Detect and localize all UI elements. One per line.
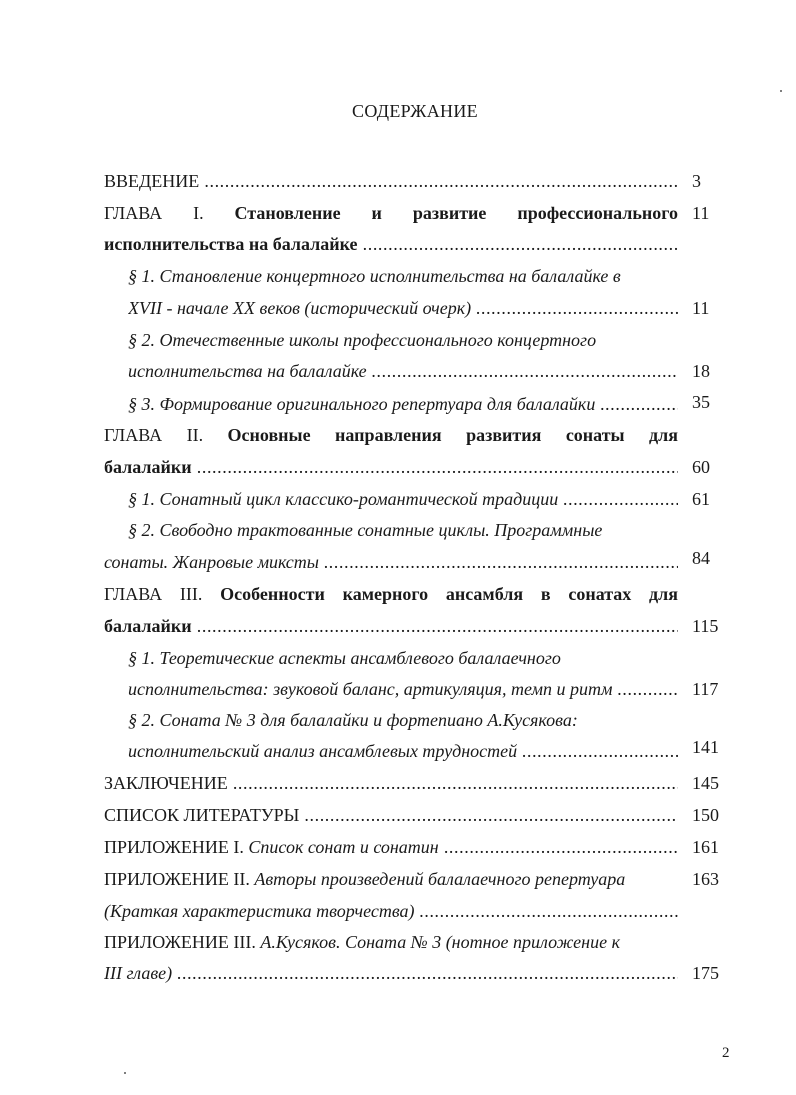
toc-section-3-2-cont [128, 738, 678, 764]
toc-section-2-1 [128, 486, 678, 512]
section-title-cont: XVII - начале XX веков (исторический очерк) [128, 298, 472, 318]
toc-entry-intro [104, 168, 678, 194]
appendix-title: Список сонат и сонатин [248, 837, 439, 857]
appendix-title: А.Кусяков. Соната № 3 (нотное приложение к [260, 932, 620, 952]
section-title-cont: сонаты. Жанровые миксты [104, 552, 319, 572]
appendix-title: Авторы произведений балалаечного репертуара [254, 869, 626, 889]
toc-page-number: 11 [692, 203, 710, 223]
toc-chapter-1-title-cont [104, 231, 678, 257]
toc-page-number: 11 [692, 298, 710, 318]
chapter-title-cont: исполнительства на балалайке [104, 234, 358, 254]
toc-section-1-1-cont [128, 295, 678, 321]
chapter-title: Основные направления развития сонаты для [227, 425, 678, 445]
toc-chapter-2-title-cont [104, 454, 678, 480]
toc-chapter-3-heading [104, 581, 678, 607]
section-title-cont: исполнительства: звуковой баланс, артикуляция, темп и ритм [128, 679, 613, 699]
toc-page-number: 161 [692, 837, 719, 857]
section-title: § 2. Свободно трактованные сонатные циклы. Программные [128, 520, 603, 540]
section-title: § 1. Становление концертного исполнительства на балалайке в [128, 266, 621, 286]
toc-chapter-3-title-cont [104, 613, 678, 639]
toc-page-number: 60 [692, 457, 710, 477]
chapter-prefix: ГЛАВА III. [104, 584, 203, 604]
toc-entry-label: ЗАКЛЮЧЕНИЕ [104, 773, 228, 793]
toc-page-number: 145 [692, 773, 719, 793]
toc-page-number: 150 [692, 805, 719, 825]
section-title-cont: исполнительский анализ ансамблевых трудностей [128, 741, 518, 761]
toc-page-number: 163 [692, 869, 719, 889]
scan-speck [124, 1072, 126, 1074]
toc-section-1-1 [128, 263, 678, 289]
chapter-title-cont: балалайки [104, 616, 192, 636]
section-title: § 1. Теоретические аспекты ансамблевого балалаечного [128, 648, 561, 668]
toc-page-number: 35 [692, 392, 710, 412]
toc-section-3-2 [128, 707, 678, 733]
chapter-title: Становление и развитие профессионального [234, 203, 678, 223]
toc-section-2-2-cont [104, 549, 678, 575]
toc-page-number: 61 [692, 489, 710, 509]
toc-section-3-1 [128, 645, 678, 671]
section-title: § 3. Формирование оригинального репертуара для балалайки [128, 394, 596, 414]
toc-page-number: 18 [692, 361, 710, 381]
toc-page-number: 84 [692, 548, 710, 568]
toc-entry-appendix-2-cont [104, 898, 678, 924]
toc-section-3-1-cont [128, 676, 678, 702]
toc-chapter-1-heading [104, 200, 678, 226]
toc-entry-bibliography [104, 802, 678, 828]
section-title: § 2. Соната № 3 для балалайки и фортепиано А.Кусякова: [128, 710, 578, 730]
toc-entry-label: СПИСОК ЛИТЕРАТУРЫ [104, 805, 300, 825]
toc-entry-appendix-3 [104, 929, 678, 955]
toc-entry-conclusion [104, 770, 678, 796]
toc-section-1-3 [128, 391, 678, 417]
toc-chapter-2-heading [104, 422, 678, 448]
scan-speck [780, 90, 782, 92]
toc-page-number: 3 [692, 171, 701, 191]
toc-page-number: 175 [692, 963, 719, 983]
chapter-prefix: ГЛАВА II. [104, 425, 204, 445]
toc-title: СОДЕРЖАНИЕ [352, 101, 478, 121]
page-number: 2 [722, 1045, 730, 1061]
appendix-title-cont: (Краткая характеристика творчества) [104, 901, 415, 921]
toc-section-2-2 [128, 517, 678, 543]
toc-section-1-2-cont [128, 358, 678, 384]
chapter-title: Особенности камерного ансамбля в сонатах для [220, 584, 678, 604]
toc-page-number: 141 [692, 737, 719, 757]
chapter-title-cont: балалайки [104, 457, 192, 477]
section-title: § 1. Сонатный цикл классико-романтической традиции [128, 489, 559, 509]
chapter-prefix: ГЛАВА I. [104, 203, 204, 223]
toc-page-number: 115 [692, 616, 719, 636]
toc-page-number: 117 [692, 679, 719, 699]
section-title-cont: исполнительства на балалайке [128, 361, 367, 381]
toc-entry-appendix-2 [104, 866, 678, 892]
appendix-title-cont: III главе) [104, 963, 173, 983]
appendix-prefix: ПРИЛОЖЕНИЕ III. [104, 932, 256, 952]
toc-entry-appendix-3-cont [104, 960, 678, 986]
toc-entry-label: ВВЕДЕНИЕ [104, 171, 200, 191]
appendix-prefix: ПРИЛОЖЕНИЕ I. [104, 837, 244, 857]
section-title: § 2. Отечественные школы профессионального концертного [128, 330, 597, 350]
toc-entry-appendix-1 [104, 834, 678, 860]
toc-section-1-2 [128, 327, 678, 353]
appendix-prefix: ПРИЛОЖЕНИЕ II. [104, 869, 250, 889]
